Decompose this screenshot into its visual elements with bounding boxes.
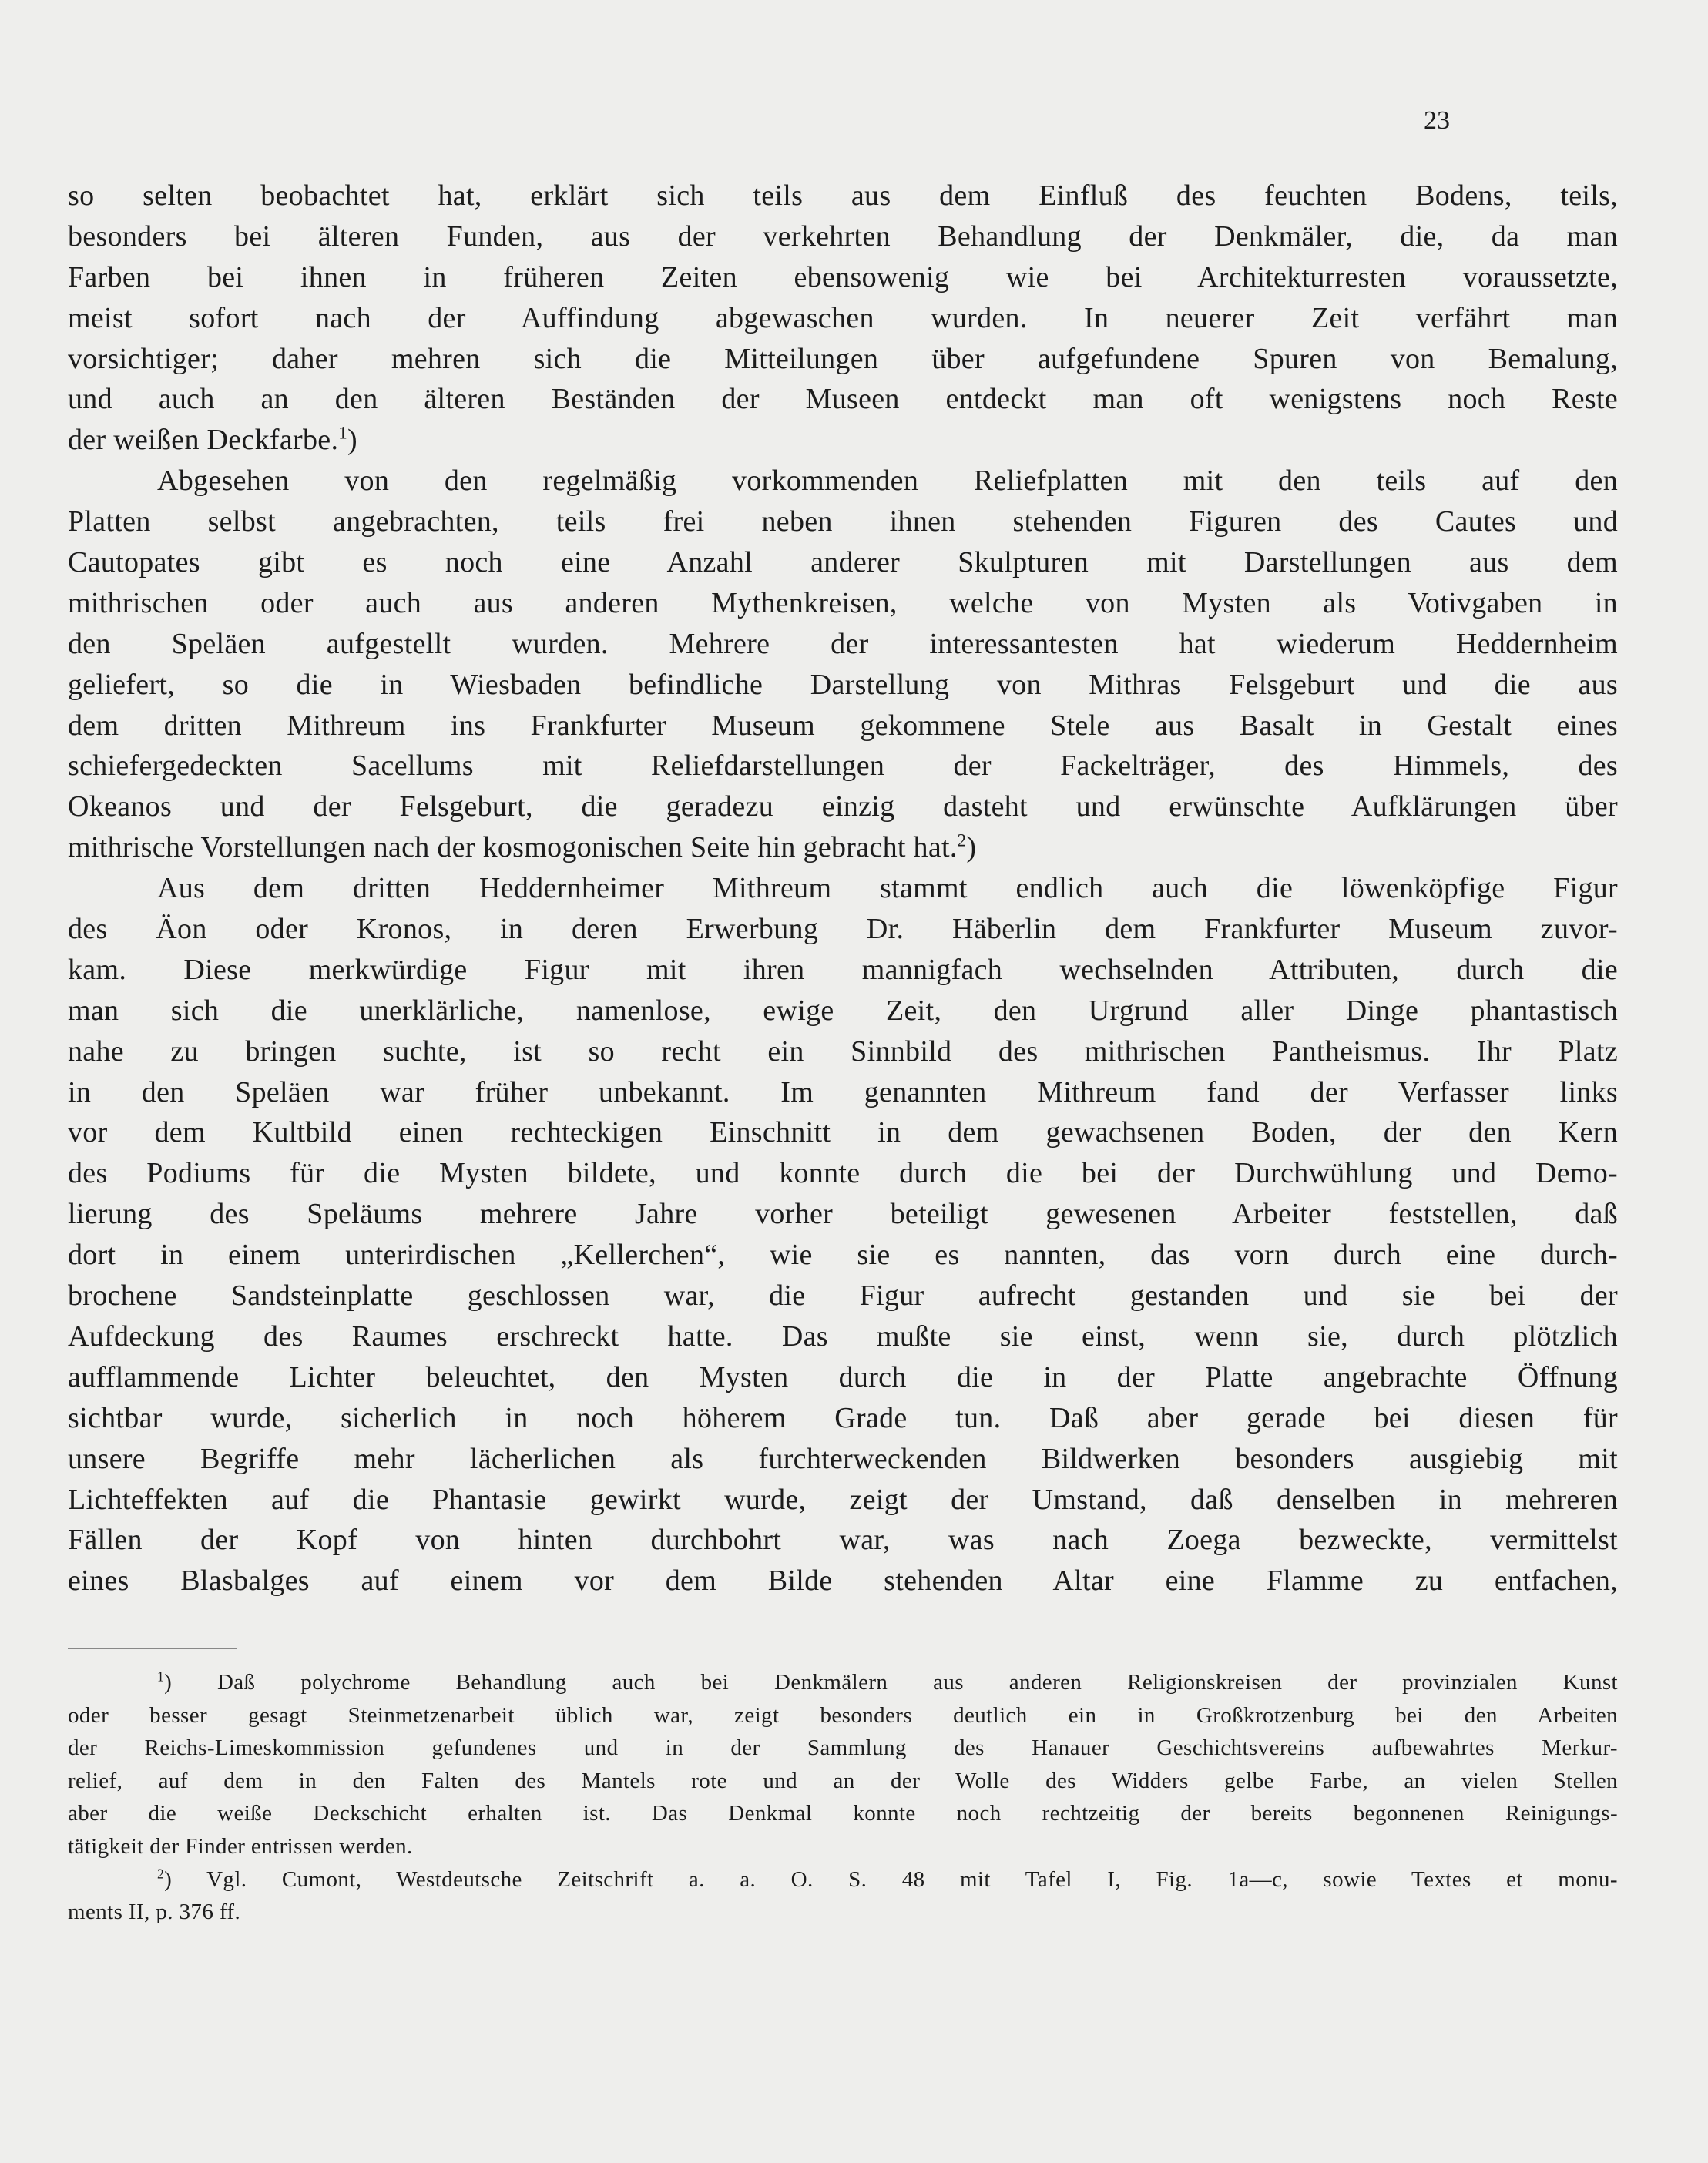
footnote-divider [68, 1648, 237, 1649]
text-fragment: ) Daß polychrome Behandlung auch bei Denkmälern aus anderen Religionskreisen der provinzialen Kunst [164, 1670, 1618, 1695]
text-line: mithrischen oder auch aus anderen Mythenkreisen, welche von Mysten als Votivgaben in [68, 586, 1618, 619]
text-line: Cautopates gibt es noch eine Anzahl anderer Skulpturen mit Darstellungen aus dem [68, 546, 1618, 579]
text-line: und auch an den älteren Beständen der Museen entdeckt man oft wenigstens noch Reste [68, 383, 1618, 416]
text-line: Farben bei ihnen in früheren Zeiten ebensowenig wie bei Architekturresten voraussetzte, [68, 260, 1618, 293]
text-line: dort in einem unterirdischen „Kellerchen“, wie sie es nannten, das vorn durch eine durch- [68, 1239, 1618, 1272]
text-line: dem dritten Mithreum ins Frankfurter Museum gekommene Stele aus Basalt in Gestalt eines [68, 709, 1618, 742]
text-fragment: der weißen Deckfarbe. [68, 424, 339, 457]
text-line: schiefergedeckten Sacellums mit Reliefdarstellungen der Fackelträger, des Himmels, des [68, 750, 1618, 783]
footnote-marker: 1 [157, 1668, 165, 1685]
footnote-marker: 2 [157, 1865, 165, 1881]
paragraph [68, 461, 1618, 868]
text-fragment: ) [347, 424, 357, 457]
text-line: nahe zu bringen suchte, ist so recht ein Sinnbild des mithrischen Pantheismus. Ihr Platz [68, 1035, 1618, 1068]
text-line: Fällen der Kopf von hinten durchbohrt war, was nach Zoega bezweckte, vermittelst [68, 1524, 1618, 1557]
text-line: des Äon oder Kronos, in deren Erwerbung Dr. Häberlin dem Frankfurter Museum zuvor- [68, 913, 1618, 946]
paragraph [68, 868, 1618, 1601]
text-line: meist sofort nach der Auffindung abgewaschen wurden. In neuerer Zeit verfährt man [68, 301, 1618, 334]
text-line: Platten selbst angebrachten, teils frei neben ihnen stehenden Figuren des Cautes und [68, 505, 1618, 538]
text-line: man sich die unerklärliche, namenlose, ewige Zeit, den Urgrund aller Dinge phantastisch [68, 994, 1618, 1027]
text-line: den Speläen aufgestellt wurden. Mehrere der interessantesten hat wiederum Heddernheim [68, 627, 1618, 660]
text-line: so selten beobachtet hat, erklärt sich teils aus dem Einfluß des feuchten Bodens, teils, [68, 179, 1618, 212]
text-line: Abgesehen von den regelmäßig vorkommenden Reliefplatten mit den teils auf den [157, 464, 1618, 498]
text-line: Aufdeckung des Raumes erschreckt hatte. Das mußte sie einst, wenn sie, durch plötzlich [68, 1320, 1618, 1353]
text-line: unsere Begriffe mehr lächerlichen als furchterweckenden Bildwerken besonders ausgiebig mit [68, 1442, 1618, 1475]
text-line: brochene Sandsteinplatte geschlossen war, die Figur aufrecht gestanden und sie bei der [68, 1279, 1618, 1313]
text-line: geliefert, so die in Wiesbaden befindliche Darstellung von Mithras Felsgeburt und die aus [68, 668, 1618, 701]
footnote-line: relief, auf dem in den Falten des Mantels rote und an der Wolle des Widders gelbe Farbe, an vielen Stellen [68, 1768, 1618, 1793]
text-fragment: mithrische Vorstellungen nach der kosmogonischen Seite hin gebracht hat. [68, 831, 958, 864]
text-line: Okeanos und der Felsgeburt, die geradezu einzig dasteht und erwünschte Aufklärungen über [68, 790, 1618, 823]
text-line: vorsichtiger; daher mehren sich die Mitteilungen über aufgefundene Spuren von Bemalung, [68, 342, 1618, 375]
text-fragment: ) Vgl. Cumont, Westdeutsche Zeitschrift a. a. O. S. 48 mit Tafel I, Fig. 1a—c, sowie Textes et monu- [164, 1866, 1618, 1892]
text-line: in den Speläen war früher unbekannt. Im genannten Mithreum fand der Verfasser links [68, 1075, 1618, 1108]
footnote-line [68, 1666, 1618, 1699]
text-line: des Podiums für die Mysten bildete, und konnte durch die bei der Durchwühlung und Demo- [68, 1157, 1618, 1190]
footnote [68, 1666, 1618, 1863]
text-line: vor dem Kultbild einen rechteckigen Einschnitt in dem gewachsenen Boden, der den Kern [68, 1116, 1618, 1149]
footnote-line: aber die weiße Deckschicht erhalten ist. Das Denkmal konnte noch rechtzeitig der bereits begonnenen Reinigungs- [68, 1801, 1618, 1826]
text-line: besonders bei älteren Funden, aus der verkehrten Behandlung der Denkmäler, die, da man [68, 220, 1618, 253]
text-line [68, 420, 1618, 461]
text-line: lierung des Speläums mehrere Jahre vorher beteiligt gewesenen Arbeiter feststellen, daß [68, 1198, 1618, 1231]
footnote-line: oder besser gesagt Steinmetzenarbeit üblich war, zeigt besonders deutlich ein in Großkrotzenburg bei den Arbeiten [68, 1702, 1618, 1728]
footnote [68, 1863, 1618, 1929]
footnote-line [68, 1863, 1618, 1896]
paragraph [68, 176, 1618, 461]
footnote-line: der Reichs-Limeskommission gefundenes und in der Sammlung des Hanauer Geschichtsvereins aufbewahrtes Merkur- [68, 1735, 1618, 1761]
footnote-marker: 1 [338, 423, 347, 443]
body-text [68, 176, 1618, 1601]
text-line: kam. Diese merkwürdige Figur mit ihren mannigfach wechselnden Attributen, durch die [68, 953, 1618, 986]
footnote-line: tätigkeit der Finder entrissen werden. [68, 1833, 413, 1859]
text-line: Lichteffekten auf die Phantasie gewirkt wurde, zeigt der Umstand, daß denselben in mehreren [68, 1483, 1618, 1516]
footnote-line: ments II, p. 376 ff. [68, 1900, 241, 1925]
text-line: eines Blasbalges auf einem vor dem Bilde stehenden Altar eine Flamme zu entfachen, [68, 1564, 1618, 1598]
footnotes [68, 1666, 1618, 1929]
page-number: 23 [1424, 106, 1450, 135]
text-line: Aus dem dritten Heddernheimer Mithreum stammt endlich auch die löwenköpfige Figur [157, 872, 1618, 905]
text-line: sichtbar wurde, sicherlich in noch höherem Grade tun. Daß aber gerade bei diesen für [68, 1401, 1618, 1434]
text-line: aufflammende Lichter beleuchtet, den Mysten durch die in der Platte angebrachte Öffnung [68, 1360, 1618, 1393]
text-line [68, 827, 1618, 868]
footnote-marker: 2 [957, 830, 967, 850]
text-fragment: ) [966, 831, 977, 864]
